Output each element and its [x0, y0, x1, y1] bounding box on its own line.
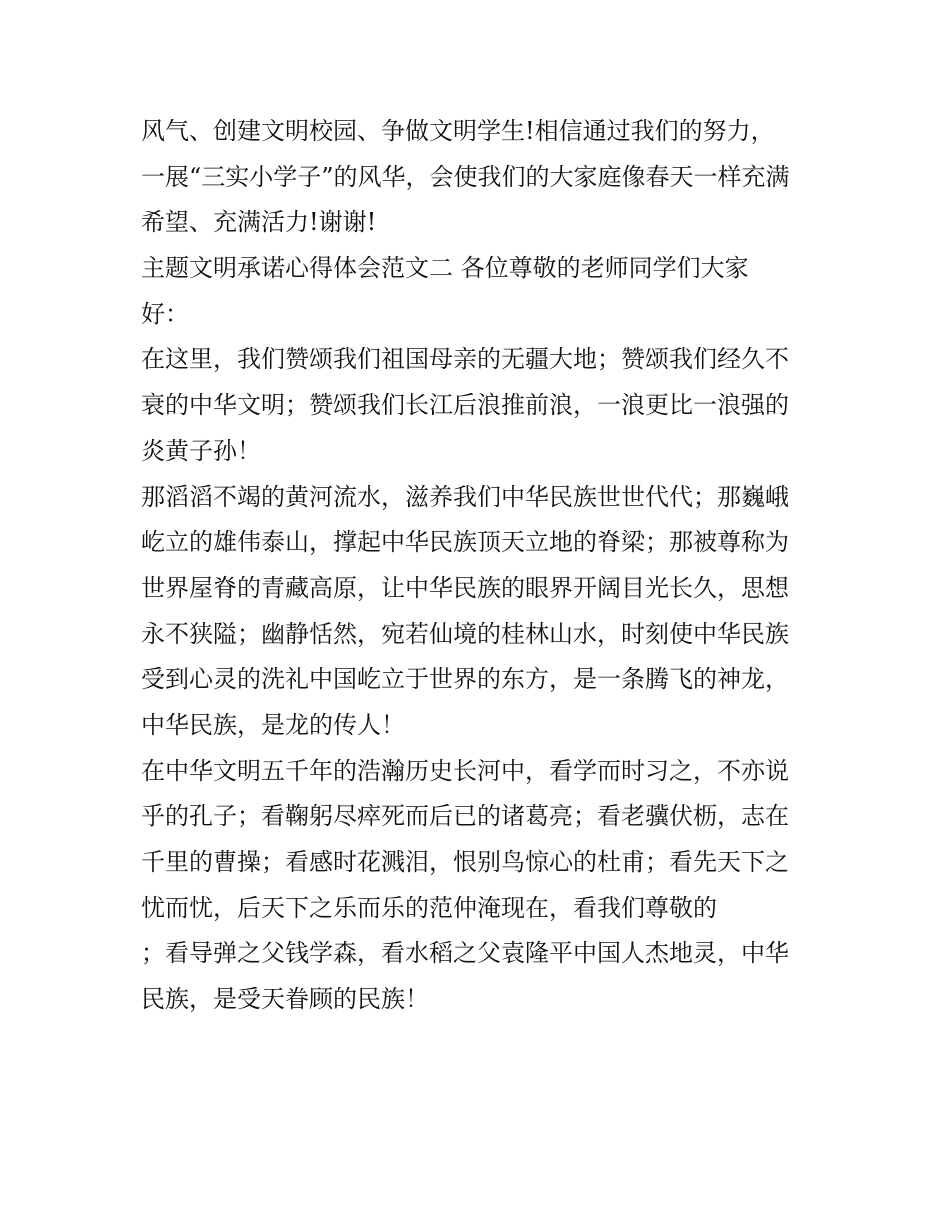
text-line: 世界屋脊的青藏高原，让中华民族的眼界开阔目光长久，思想 [141, 573, 789, 602]
text-line: ；看导弹之父钱学森，看水稻之父袁隆平中国人杰地灵，中华 [141, 939, 789, 968]
text-line: 忧而忧，后天下之乐而乐的范仲淹现在，看我们尊敬的 [141, 893, 717, 922]
text-line: 受到心灵的洗礼中国屹立于世界的东方，是一条腾飞的神龙， [141, 665, 789, 694]
text-line: 千里的曹操；看感时花溅泪，恨别鸟惊心的杜甫；看先天下之 [141, 848, 789, 876]
text-line: 那滔滔不竭的黄河流水，滋养我们中华民族世世代代；那巍峨 [141, 482, 789, 511]
text-line: 在这里，我们赞颂我们祖国母亲的无疆大地；赞颂我们经久不 [141, 345, 789, 374]
text-line: 中华民族，是龙的传人！ [141, 710, 405, 739]
text-line: 希望、充满活力!谢谢! [141, 208, 377, 237]
text-line: 风气、创建文明校园、争做文明学生!相信通过我们的努力， [141, 117, 775, 145]
text-line: 屹立的雄伟泰山，撑起中华民族顶天立地的脊梁；那被尊称为 [141, 528, 789, 557]
document-body [141, 109, 821, 1023]
text-line: 乎的孔子；看鞠躬尽瘁死而后已的诸葛亮；看老骥伏枥，志在 [141, 802, 789, 831]
text-line: 主题文明承诺心得体会范文二 各位尊敬的老师同学们大家 [141, 254, 749, 283]
text-line: 好： [141, 299, 189, 328]
text-line: 一展“三实小学子”的风华，会使我们的大家庭像春天一样充满 [141, 162, 790, 191]
text-line: 永不狭隘；幽静恬然，宛若仙境的桂林山水，时刻使中华民族 [141, 619, 789, 648]
text-line: 炎黄子孙！ [141, 436, 261, 465]
text-line: 民族，是受天眷顾的民族！ [141, 985, 429, 1014]
text-line: 在中华文明五千年的浩瀚历史长河中，看学而时习之，不亦说 [141, 756, 789, 785]
text-line: 衰的中华文明；赞颂我们长江后浪推前浪，一浪更比一浪强的 [141, 391, 789, 420]
